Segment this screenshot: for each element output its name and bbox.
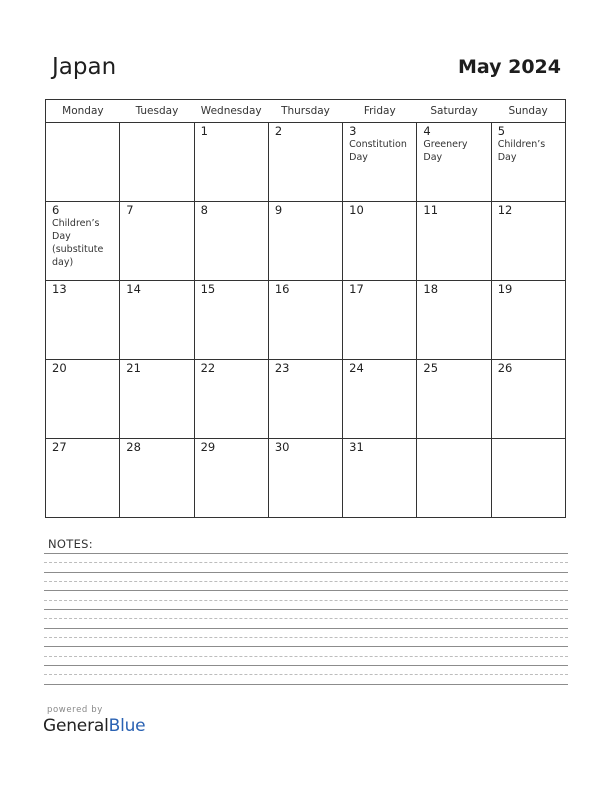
week-row	[46, 439, 566, 518]
day-number: 6	[52, 203, 60, 217]
holiday-label: Children’s	[52, 218, 100, 229]
brand-part-blue: Blue	[108, 716, 146, 736]
note-line	[44, 553, 568, 554]
note-line	[44, 628, 568, 629]
day-cell-30	[268, 439, 342, 518]
holiday-label: Day	[423, 152, 443, 163]
week-row	[46, 360, 566, 439]
day-number: 31	[349, 440, 364, 454]
empty-day-cell	[120, 123, 194, 202]
day-number: 13	[52, 282, 67, 296]
day-number: 17	[349, 282, 364, 296]
day-number: 1	[200, 124, 208, 138]
country-title: Japan	[52, 54, 117, 80]
weekday-header: Saturday	[417, 100, 491, 123]
holiday-label: Day	[497, 152, 517, 163]
weekday-header: Wednesday	[194, 100, 268, 123]
note-line	[44, 572, 568, 573]
weekday-header: Monday	[46, 100, 120, 123]
calendar-body	[46, 123, 566, 518]
day-cell-10	[343, 202, 417, 281]
note-guide-line	[44, 562, 568, 563]
day-number: 28	[126, 440, 141, 454]
note-line	[44, 665, 568, 666]
day-cell-3	[343, 123, 417, 202]
day-cell-6	[46, 202, 120, 281]
holiday-label: Children’s	[497, 139, 546, 150]
day-cell-24	[343, 360, 417, 439]
day-number: 4	[423, 124, 431, 138]
note-guide-line	[44, 600, 568, 601]
day-number: 14	[126, 282, 141, 296]
day-cell-11	[417, 202, 491, 281]
powered-by-text: powered by	[47, 705, 103, 715]
note-guide-line	[44, 674, 568, 675]
day-cell-27	[46, 439, 120, 518]
holiday-label: (substitute	[52, 244, 104, 255]
weekday-header: Thursday	[268, 100, 342, 123]
note-guide-line	[44, 656, 568, 657]
day-cell-2	[268, 123, 342, 202]
day-cell-14	[120, 281, 194, 360]
weekday-header: Sunday	[491, 100, 565, 123]
week-row	[46, 123, 566, 202]
day-cell-18	[417, 281, 491, 360]
week-row	[46, 202, 566, 281]
weekday-header: Friday	[343, 100, 417, 123]
day-number: 30	[274, 440, 290, 454]
holiday-label: Day	[52, 231, 71, 242]
holiday-label: day)	[52, 257, 74, 268]
day-number: 3	[349, 124, 357, 138]
day-number: 10	[349, 203, 364, 217]
day-number: 9	[274, 203, 283, 217]
empty-day-cell	[491, 439, 565, 518]
day-number: 23	[274, 361, 290, 375]
day-cell-23	[268, 360, 342, 439]
day-cell-7	[120, 202, 194, 281]
note-line	[44, 684, 568, 685]
holiday-label: Day	[349, 152, 368, 163]
day-number: 24	[349, 361, 364, 375]
day-cell-20	[46, 360, 120, 439]
brand-part-general: General	[43, 716, 109, 736]
day-number: 12	[497, 203, 513, 217]
note-line	[44, 609, 568, 610]
day-number: 25	[423, 361, 439, 375]
note-guide-line	[44, 581, 568, 582]
empty-day-cell	[46, 123, 120, 202]
day-number: 21	[126, 361, 141, 375]
day-number: 16	[274, 282, 290, 296]
day-number: 20	[52, 361, 67, 375]
day-number: 29	[200, 440, 216, 454]
day-number: 27	[52, 440, 67, 454]
day-cell-15	[194, 281, 268, 360]
day-cell-21	[120, 360, 194, 439]
day-cell-1	[194, 123, 268, 202]
day-cell-9	[268, 202, 342, 281]
note-line	[44, 646, 568, 647]
day-number: 5	[497, 124, 506, 138]
day-cell-29	[194, 439, 268, 518]
day-number: 7	[126, 203, 134, 217]
day-number: 22	[200, 361, 216, 375]
day-number: 11	[423, 203, 439, 217]
day-cell-17	[343, 281, 417, 360]
note-line	[44, 590, 568, 591]
month-title: May 2024	[457, 56, 561, 78]
day-cell-28	[120, 439, 194, 518]
generalblue-logo[interactable]	[43, 716, 145, 736]
day-cell-22	[194, 360, 268, 439]
day-cell-26	[491, 360, 565, 439]
notes-label: NOTES:	[48, 537, 93, 551]
day-cell-13	[46, 281, 120, 360]
calendar-grid	[45, 99, 566, 518]
day-number: 15	[200, 282, 216, 296]
day-cell-16	[268, 281, 342, 360]
day-number: 8	[200, 203, 208, 217]
note-guide-line	[44, 637, 568, 638]
day-number: 2	[274, 124, 283, 138]
weekday-header: Tuesday	[120, 100, 194, 123]
empty-day-cell	[417, 439, 491, 518]
day-cell-4	[417, 123, 491, 202]
day-cell-5	[491, 123, 565, 202]
day-cell-12	[491, 202, 565, 281]
day-cell-31	[343, 439, 417, 518]
weekday-header-row	[46, 100, 566, 123]
day-cell-8	[194, 202, 268, 281]
day-cell-25	[417, 360, 491, 439]
note-guide-line	[44, 618, 568, 619]
day-number: 18	[423, 282, 439, 296]
day-number: 26	[497, 361, 513, 375]
week-row	[46, 281, 566, 360]
holiday-label: Constitution	[349, 139, 407, 150]
holiday-label: Greenery	[423, 139, 468, 150]
day-number: 19	[497, 282, 513, 296]
day-cell-19	[491, 281, 565, 360]
